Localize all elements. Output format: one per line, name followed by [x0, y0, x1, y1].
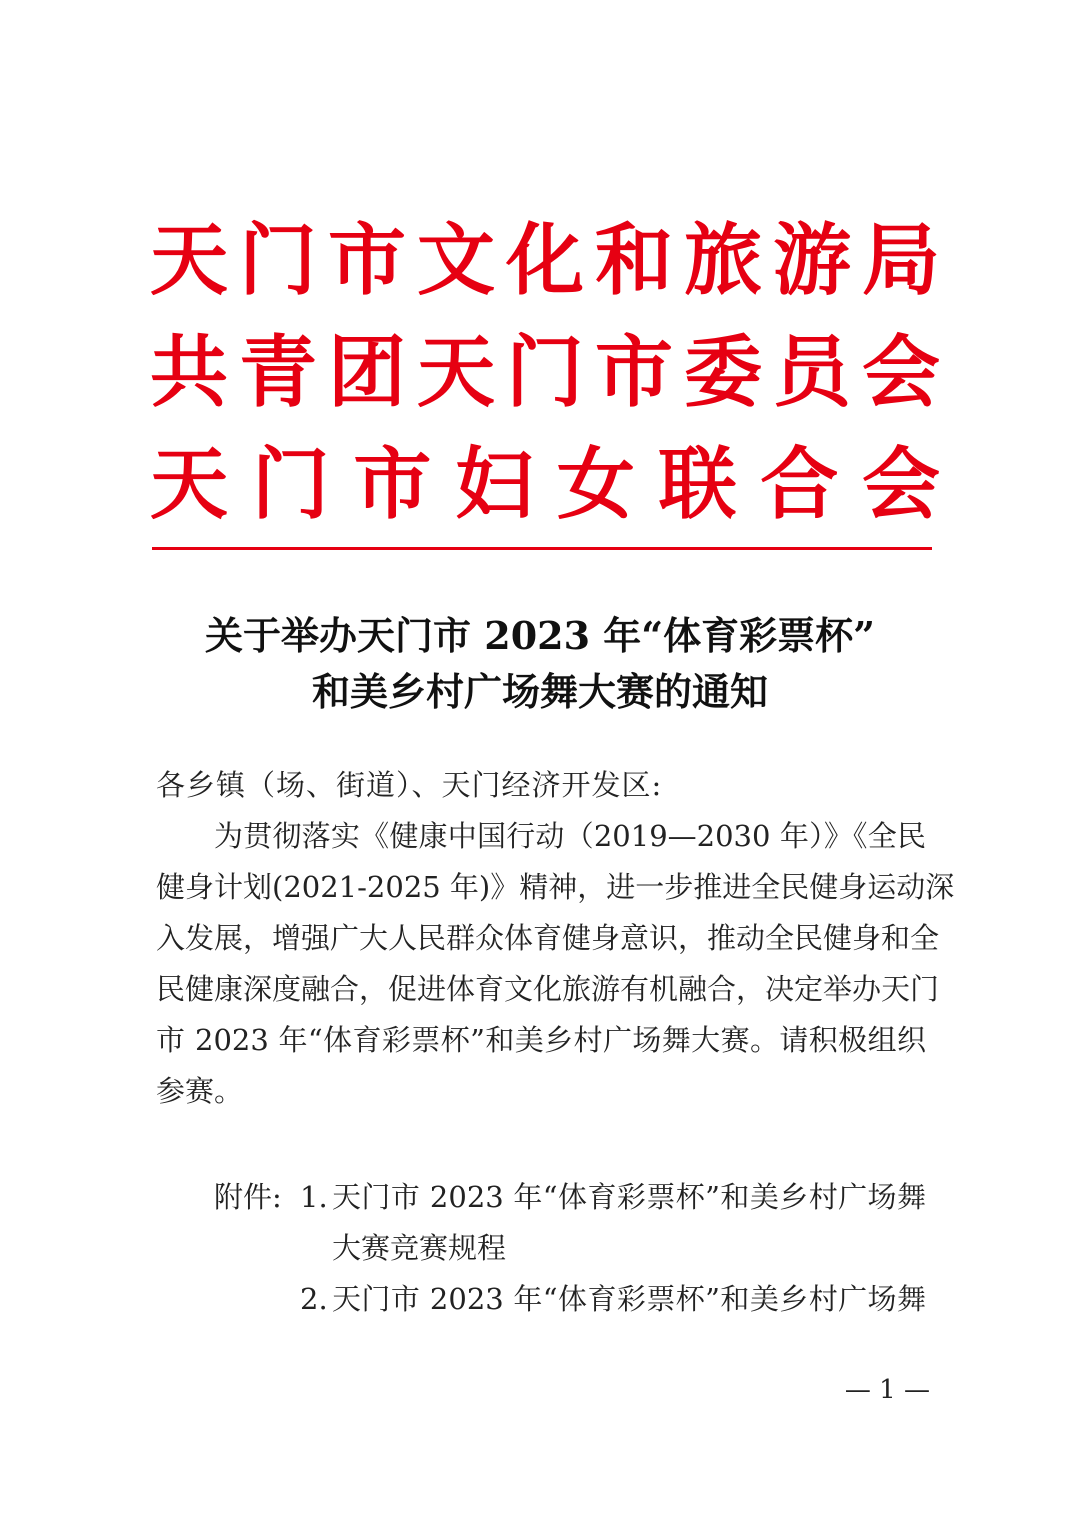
- document-title-line-2: 和美乡村广场舞大赛的通知: [311, 669, 768, 714]
- paragraph-line: 参赛。: [156, 1074, 244, 1108]
- attachment-item-1-continuation: [214, 1223, 926, 1274]
- paragraph-line: 入发展，增强广大人民群众体育健身意识，推动全民健身和全: [156, 921, 940, 955]
- paragraph-line: 为贯彻落实《健康中国行动（2019—2030 年）》《全民: [214, 819, 926, 853]
- document-body: [156, 760, 955, 1117]
- document-title: [140, 608, 940, 720]
- paragraph-line: 市 2023 年“体育彩票杯”和美乡村广场舞大赛。请积极组织: [156, 1023, 926, 1057]
- document-title-line-1: 关于举办天门市 2023 年“体育彩票杯”: [205, 613, 875, 658]
- paragraph-line: 健身计划(2021-2025 年)》精神，进一步推进全民健身运动深: [156, 870, 955, 904]
- attachments-label: 附件:: [214, 1180, 282, 1214]
- issuer-youth-league-committee: 共青团天门市委员会: [150, 327, 940, 418]
- attachment-number: 2.: [300, 1282, 328, 1316]
- issuing-authorities: [150, 205, 940, 541]
- attachment-title-line: 天门市 2023 年“体育彩票杯”和美乡村广场舞: [332, 1282, 926, 1316]
- attachment-item-1: [214, 1172, 926, 1223]
- attachment-title-line: 大赛竞赛规程: [332, 1231, 507, 1265]
- attachment-item-2: [214, 1274, 926, 1325]
- attachment-number: 1.: [300, 1180, 328, 1214]
- issuer-culture-tourism-bureau: 天门市文化和旅游局: [150, 215, 940, 306]
- issuer-women-federation: 天门市妇女联合会: [150, 439, 940, 530]
- attachment-title-line: 天门市 2023 年“体育彩票杯”和美乡村广场舞: [332, 1180, 926, 1214]
- attachments-list: [214, 1172, 926, 1325]
- red-header-divider: [152, 547, 932, 550]
- salutation: 各乡镇（场、街道）、天门经济开发区:: [156, 768, 663, 802]
- paragraph-line: 民健康深度融合，促进体育文化旅游有机融合，决定举办天门: [156, 972, 940, 1006]
- page-number: — 1 —: [844, 1375, 930, 1405]
